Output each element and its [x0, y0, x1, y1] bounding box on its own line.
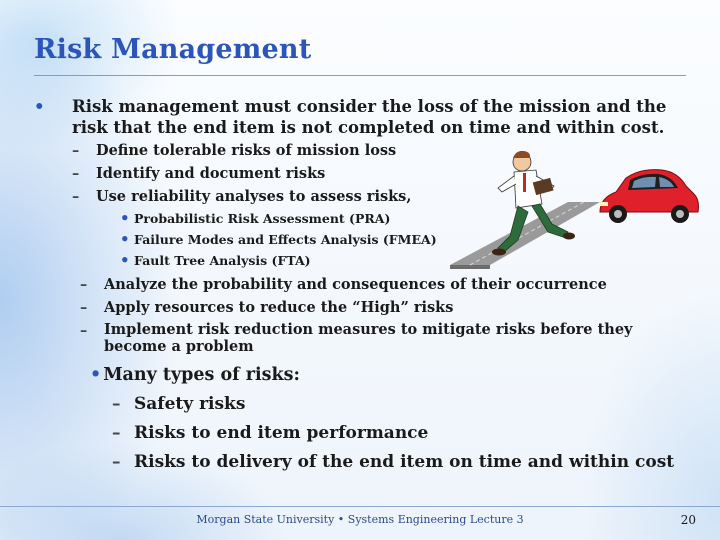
- sub-point-text: Use reliability analyses to assess risks,: [96, 188, 412, 205]
- bullet-marker: •: [90, 365, 102, 385]
- dash-marker: –: [72, 165, 80, 182]
- risk-type-item: [112, 422, 428, 444]
- red-car: [600, 170, 699, 223]
- analysis-text: Probabilistic Risk Assessment (PRA): [134, 211, 391, 226]
- sub-point: [72, 164, 432, 183]
- sub-point: [80, 298, 680, 317]
- sub-point-text: Identify and document risks: [96, 165, 326, 182]
- bullet-marker: •: [120, 209, 130, 227]
- dash-marker: –: [72, 188, 80, 205]
- analysis-item: [120, 252, 460, 270]
- dash-marker: –: [112, 394, 121, 414]
- footer-text: Morgan State University • Systems Engineering Lecture 3: [196, 513, 524, 526]
- dash-marker: –: [72, 142, 80, 159]
- analysis-text: Failure Modes and Effects Analysis (FMEA): [134, 232, 437, 247]
- slide-title: Risk Management: [34, 34, 312, 65]
- risk-type-text: Safety risks: [134, 394, 246, 414]
- dash-marker: –: [80, 276, 88, 293]
- risk-type-text: Risks to end item performance: [134, 423, 429, 443]
- risk-type-text: Risks to delivery of the end item on time and within cost: [134, 452, 675, 472]
- bullet-marker: •: [120, 230, 130, 248]
- runner-and-car-illustration: [450, 140, 700, 280]
- risk-types-heading-text: Many types of risks:: [103, 365, 300, 385]
- main-bullet: [34, 96, 674, 138]
- footer-divider: [0, 506, 720, 507]
- runway-edge: [450, 265, 490, 269]
- risk-type-item: [112, 393, 245, 415]
- sub-point-text: Implement risk reduction measures to mitigate risks before they become a problem: [104, 321, 633, 355]
- sub-point-text: Analyze the probability and consequences of their occurrence: [104, 276, 607, 293]
- sub-point: [72, 141, 432, 160]
- sub-point: [80, 321, 640, 355]
- bullet-marker: •: [120, 251, 130, 269]
- page-number: 20: [680, 513, 696, 527]
- sub-point: [72, 187, 432, 206]
- risk-type-item: [112, 451, 674, 473]
- sub-point-text: Define tolerable risks of mission loss: [96, 142, 397, 159]
- dash-marker: –: [112, 423, 121, 443]
- risk-types-heading: [90, 364, 300, 386]
- analysis-item: [120, 210, 460, 228]
- analysis-item: [120, 231, 460, 249]
- analysis-text: Fault Tree Analysis (FTA): [134, 253, 311, 268]
- dash-marker: –: [80, 299, 88, 316]
- dash-marker: –: [80, 322, 88, 339]
- dash-marker: –: [112, 452, 121, 472]
- bullet-marker: •: [34, 97, 45, 116]
- main-bullet-text: Risk management must consider the loss of the mission and the risk that the end item is not completed on time and within cost.: [72, 97, 667, 137]
- sub-point-text: Apply resources to reduce the “High” risks: [104, 299, 454, 316]
- title-divider: [34, 75, 686, 76]
